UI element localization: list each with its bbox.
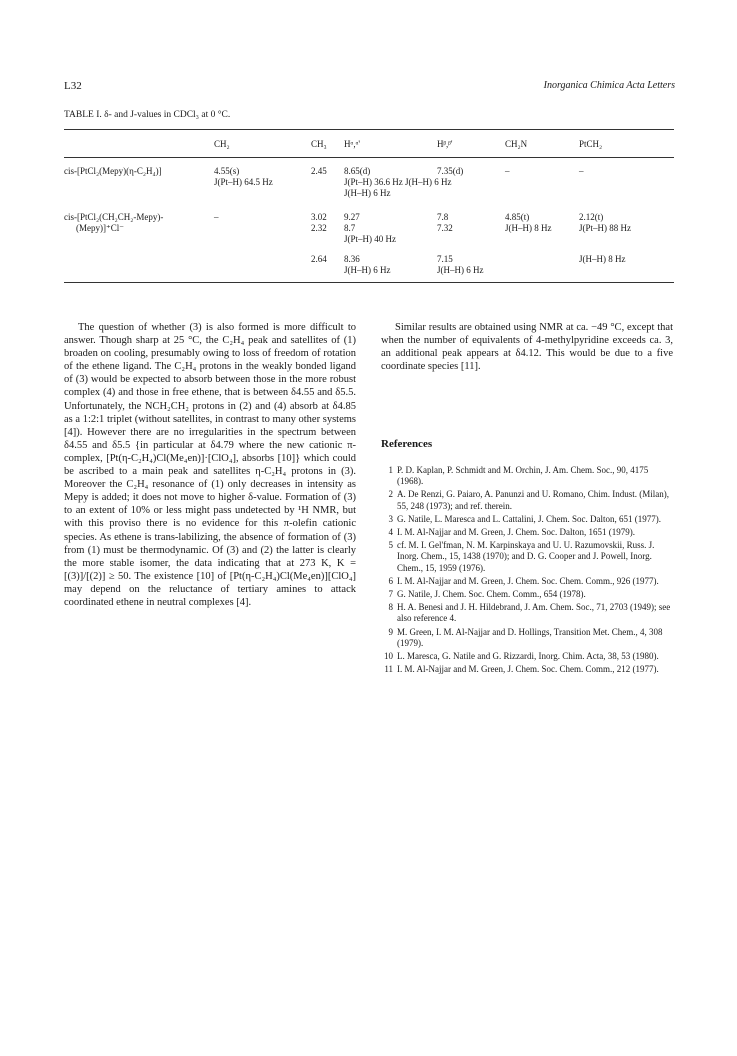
cell-value: J(Pt–H) 36.6 Hz: [344, 177, 403, 187]
cell-value: –: [579, 166, 584, 176]
reference-number: 11: [384, 664, 393, 675]
cell-value: J(H–H) 8 Hz: [505, 223, 552, 233]
reference-item: [381, 489, 673, 511]
reference-text: L. Maresca, G. Natile and G. Rizzardi, Inorg. Chim. Acta, 38, 53 (1980).: [397, 651, 659, 662]
reference-number: 4: [388, 527, 393, 538]
reference-item: [381, 465, 673, 487]
column-header: PtCH₂: [579, 139, 603, 149]
cell-value: 2.64: [311, 254, 327, 264]
table-cell: [344, 166, 403, 199]
cell-value: 2.12(t): [579, 212, 604, 222]
column-header: Hᵅ,ᵅ': [344, 139, 361, 149]
cell-value: 9.27: [344, 212, 360, 222]
table-cell: [311, 212, 327, 234]
reference-text: M. Green, I. M. Al-Najjar and D. Hollings, Transition Met. Chem., 4, 308 (1979).: [397, 626, 663, 648]
cell-value: 2.32: [311, 223, 327, 233]
body-left-column: [64, 321, 356, 609]
reference-number: 3: [388, 513, 393, 524]
references-list: [381, 465, 673, 677]
table-cell: [344, 254, 391, 276]
table-cell: [214, 166, 273, 188]
cell-value: 7.15: [437, 254, 453, 264]
table-cell: [579, 166, 584, 177]
table-bottom-rule: [64, 282, 674, 283]
reference-item: [381, 540, 673, 574]
body-right-column: [381, 321, 673, 373]
table-cell: [505, 166, 510, 177]
reference-text: H. A. Benesi and J. H. Hildebrand, J. Am. Chem. Soc., 71, 2703 (1949); see also reference 4.: [397, 602, 671, 624]
column-header: Hᵝ,ᵝ': [437, 139, 453, 149]
reference-number: 10: [384, 651, 393, 662]
reference-item: [381, 602, 673, 624]
cell-value: 4.85(t): [505, 212, 530, 222]
reference-number: 9: [388, 626, 393, 637]
reference-item: [381, 514, 673, 525]
compound-name: cis-[PtCl₂(Mepy)(η-C₂H₄)]: [64, 166, 162, 176]
reference-item: [381, 576, 673, 587]
cell-value: J(Pt–H) 64.5 Hz: [214, 177, 273, 187]
reference-text: I. M. Al-Najjar and M. Green, J. Chem. Soc. Chem. Comm., 926 (1977).: [397, 575, 659, 586]
cell-value: J(H–H) 6 Hz: [344, 188, 391, 198]
journal-title: Inorganica Chimica Acta Letters: [543, 80, 675, 91]
compound-name: cis-[PtCl₂(CH₂CH₂-Mepy)-: [64, 212, 164, 222]
table-cell: [437, 212, 453, 234]
cell-value: –: [505, 166, 510, 176]
references-heading: References: [381, 438, 433, 450]
table-cell: [437, 254, 484, 276]
table-top-rule: [64, 129, 674, 130]
table-cell: [579, 212, 631, 234]
cell-value: J(Pt–H) 88 Hz: [579, 223, 631, 233]
cell-value: 7.32: [437, 223, 453, 233]
column-header: CH₃: [311, 139, 327, 149]
cell-value: 8.36: [344, 254, 360, 264]
cell-value: J(H–H) 6 Hz: [344, 265, 391, 275]
reference-text: I. M. Al-Najjar and M. Green, J. Chem. Soc. Dalton, 1651 (1979).: [397, 527, 635, 538]
reference-text: cf. M. I. Gel'fman, N. M. Karpinskaya and U. U. Razumovskii, Russ. J. Inorg. Chem., 15, 1438 (1970); and D. G. Cooper and J. Powell, Inorg. Chem., 15, 1959 (1976).: [397, 540, 655, 573]
reference-item: [381, 664, 673, 675]
table-cell: [344, 212, 396, 245]
cell-value: 4.55(s): [214, 166, 240, 176]
table-cell: [505, 212, 552, 234]
reference-text: G. Natile, L. Maresca and L. Cattalini, J. Chem. Soc. Dalton, 651 (1977).: [397, 513, 661, 524]
reference-number: 5: [388, 540, 393, 551]
reference-number: 1: [388, 465, 393, 475]
reference-item: [381, 627, 673, 649]
compound-cell: [64, 166, 209, 177]
table-cell: [579, 254, 626, 265]
table-cell: [311, 254, 327, 265]
cell-value: 3.02: [311, 212, 327, 222]
cell-value: J(H–H) 6 Hz: [405, 177, 452, 187]
reference-text: A. De Renzi, G. Paiaro, A. Panunzi and U. Romano, Chim. Indust. (Milan), 55, 248 (1973); and ref. therein.: [397, 489, 669, 511]
column-header: CH₂N: [505, 139, 528, 149]
reference-item: [381, 589, 673, 600]
reference-text: I. M. Al-Najjar and M. Green, J. Chem. Soc. Chem. Comm., 212 (1977).: [397, 664, 659, 675]
cell-value: J(H–H) 8 Hz: [579, 254, 626, 264]
cell-value: 8.7: [344, 223, 356, 233]
column-header: CH₂: [214, 139, 230, 149]
compound-name: (Mepy)]⁺Cl⁻: [76, 223, 124, 233]
page-number: L32: [64, 80, 82, 92]
table-cell: [214, 212, 219, 223]
reference-number: 2: [388, 489, 393, 500]
compound-cell: [64, 212, 209, 234]
table-cell: [311, 166, 327, 177]
reference-text: G. Natile, J. Chem. Soc. Chem. Comm., 654 (1978).: [397, 589, 586, 600]
cell-value: J(Pt–H) 40 Hz: [344, 234, 396, 244]
reference-number: 8: [388, 602, 393, 613]
body-paragraph: The question of whether (3) is also formed is more difficult to answer. Though sharp at 25 °C, the C₂H₄ peak and satellites of (1) broaden on cooling, presumably owing to loss of freedom of rotation of the ethene ligand. The C₂H₄ protons in the weakly bonded ligand of (3) would be expected to absorb between those in the more robust complex (4) and those in free ethene, that is between δ4.55 and δ5.5. Unfortunately, the NCH₂CH₂ protons in (2) and (4) absorb at δ4.85 as a 1:2:1 triplet (without satellites, in contrast to many other systems [4]). However there are no irregularities in the spectrum between δ4.55 and δ5.5 {in particular at δ4.79 where the new cationic π-complex, [Pt(η-C₂H₄)Cl(Me₄en)]·[ClO₄], absorbs [10]} which could be ascribed to a main peak and satellites η-C₂H₄ protons in (3). Moreover the C₂H₄ resonance of (1) only decreases in intensity as Mepy is added; it does not move to higher δ-value. Formation of (3) to an extent of 10% or less might pass undetected by ¹H NMR, but with this proviso there is no evidence for this π-olefin cationic species. As ethene is trans-labilizing, the absence of formation of (3) from (1) must be thermodynamic. Of (3) and (2) the latter is clearly the more stable isomer, the data indicating that at 273 K, K = [(3)]/[(2)] ≥ 50. The existence [10] of [Pt(η-C₂H₄)Cl(Me₄en)][ClO₄] may depend on the reluctance of tertiary amines to attack coordinated ethene in neutral complexes [4].: [64, 322, 356, 608]
cell-value: 8.65(d): [344, 166, 371, 176]
reference-number: 6: [388, 575, 393, 586]
cell-value: 7.35(d): [437, 166, 464, 176]
table-cell: [405, 166, 464, 188]
body-paragraph: Similar results are obtained using NMR at ca. −49 °C, except that when the number of equivalents of 4-methylpyridine exceeds ca. 3, an additional peak appears at δ4.12. This would be due to a five coordinate species [11].: [381, 322, 673, 373]
reference-item: [381, 651, 673, 662]
reference-item: [381, 527, 673, 538]
reference-text: P. D. Kaplan, P. Schmidt and M. Orchin, J. Am. Chem. Soc., 90, 4175 (1968).: [397, 465, 649, 487]
cell-value: J(H–H) 6 Hz: [437, 265, 484, 275]
table-caption: TABLE I. δ- and J-values in CDCl₃ at 0 °C.: [64, 110, 231, 120]
cell-value: 7.8: [437, 212, 449, 222]
table-header-rule: [64, 157, 674, 158]
cell-value: –: [214, 212, 219, 222]
cell-value: 2.45: [311, 166, 327, 176]
reference-number: 7: [388, 589, 393, 600]
